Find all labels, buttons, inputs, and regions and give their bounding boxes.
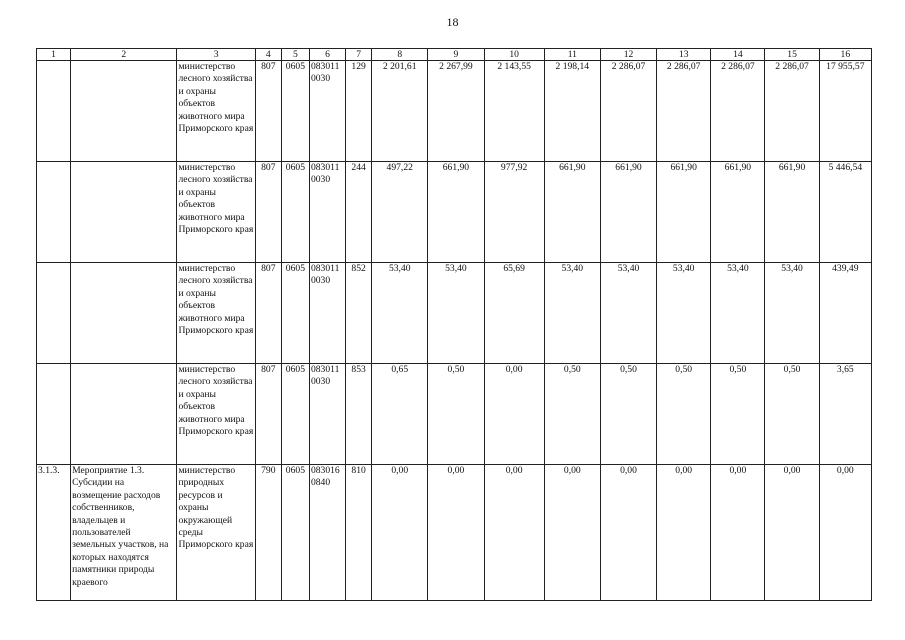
column-header: 6 [309,49,345,61]
ministry-code: 807 [255,364,281,465]
amount-cell: 53,40 [711,263,765,364]
amount-cell: 2 286,07 [600,61,656,162]
amount-cell: 661,90 [765,162,819,263]
amount-cell: 497,22 [372,162,428,263]
amount-cell: 0,00 [711,465,765,601]
amount-cell: 2 286,07 [711,61,765,162]
item-number [37,162,71,263]
amount-cell: 0,00 [484,364,544,465]
total-cell: 17 955,57 [819,61,871,162]
amount-cell: 0,00 [484,465,544,601]
item-number: 3.1.3. [37,465,71,601]
section-code: 0605 [281,162,309,263]
amount-cell: 2 286,07 [765,61,819,162]
executor-name: министерство лесного хозяйства и охраны объектов животного мира Приморского края [177,364,255,465]
item-number [37,61,71,162]
amount-cell: 661,90 [657,162,711,263]
amount-cell: 2 198,14 [544,61,600,162]
amount-cell: 0,50 [600,364,656,465]
amount-cell: 53,40 [657,263,711,364]
expense-type-code: 853 [346,364,372,465]
item-number [37,364,71,465]
amount-cell: 0,00 [544,465,600,601]
table-row [37,465,872,601]
column-header: 11 [544,49,600,61]
amount-cell: 0,50 [657,364,711,465]
section-code: 0605 [281,364,309,465]
ministry-code: 790 [255,465,281,601]
executor-name: министерство природных ресурсов и охраны окружающей среды Приморского края [177,465,255,601]
column-header: 13 [657,49,711,61]
amount-cell: 0,50 [428,364,484,465]
amount-cell: 53,40 [765,263,819,364]
column-header: 3 [177,49,255,61]
column-header: 2 [71,49,177,61]
ministry-code: 807 [255,162,281,263]
measure-name [71,263,177,364]
table-row [37,162,872,263]
amount-cell: 977,92 [484,162,544,263]
amount-cell: 2 143,55 [484,61,544,162]
target-article-code: 083011 0030 [309,263,345,364]
column-header: 9 [428,49,484,61]
amount-cell: 0,50 [765,364,819,465]
table-row [37,61,872,162]
column-header: 14 [711,49,765,61]
amount-cell: 53,40 [372,263,428,364]
table-row [37,364,872,465]
total-cell: 0,00 [819,465,871,601]
section-code: 0605 [281,61,309,162]
ministry-code: 807 [255,61,281,162]
measure-name [71,364,177,465]
total-cell: 3,65 [819,364,871,465]
amount-cell: 2 267,99 [428,61,484,162]
amount-cell: 0,65 [372,364,428,465]
amount-cell: 53,40 [544,263,600,364]
column-header: 8 [372,49,428,61]
amount-cell: 661,90 [544,162,600,263]
measure-name [71,61,177,162]
expense-type-code: 244 [346,162,372,263]
measure-name [71,162,177,263]
expense-type-code: 810 [346,465,372,601]
target-article-code: 083011 0030 [309,162,345,263]
column-header: 4 [255,49,281,61]
page-number: 18 [446,15,459,29]
column-header: 1 [37,49,71,61]
amount-cell: 0,00 [600,465,656,601]
column-header: 5 [281,49,309,61]
amount-cell: 0,00 [372,465,428,601]
amount-cell: 661,90 [428,162,484,263]
measure-name: Мероприятие 1.3. Субсидии на возмещение расходов собственников, владельцев и пользователей земельных участков, на которых находятся памятники природы краевого [71,465,177,601]
amount-cell: 0,00 [765,465,819,601]
amount-cell: 2 201,61 [372,61,428,162]
amount-cell: 53,40 [428,263,484,364]
target-article-code: 083011 0030 [309,364,345,465]
total-cell: 5 446,54 [819,162,871,263]
amount-cell: 0,50 [544,364,600,465]
column-header: 12 [600,49,656,61]
budget-table [36,48,872,601]
total-cell: 439,49 [819,263,871,364]
column-header: 7 [346,49,372,61]
column-header: 10 [484,49,544,61]
column-header: 16 [819,49,871,61]
amount-cell: 661,90 [711,162,765,263]
ministry-code: 807 [255,263,281,364]
expense-type-code: 852 [346,263,372,364]
amount-cell: 2 286,07 [657,61,711,162]
target-article-code: 083016 0840 [309,465,345,601]
section-code: 0605 [281,263,309,364]
amount-cell: 0,50 [711,364,765,465]
amount-cell: 0,00 [657,465,711,601]
expense-type-code: 129 [346,61,372,162]
column-header: 15 [765,49,819,61]
amount-cell: 65,69 [484,263,544,364]
amount-cell: 0,00 [428,465,484,601]
table-row [37,263,872,364]
item-number [37,263,71,364]
executor-name: министерство лесного хозяйства и охраны объектов животного мира Приморского края [177,61,255,162]
amount-cell: 53,40 [600,263,656,364]
table-header-row [37,49,872,61]
section-code: 0605 [281,465,309,601]
executor-name: министерство лесного хозяйства и охраны объектов животного мира Приморского края [177,263,255,364]
executor-name: министерство лесного хозяйства и охраны объектов животного мира Приморского края [177,162,255,263]
target-article-code: 083011 0030 [309,61,345,162]
amount-cell: 661,90 [600,162,656,263]
